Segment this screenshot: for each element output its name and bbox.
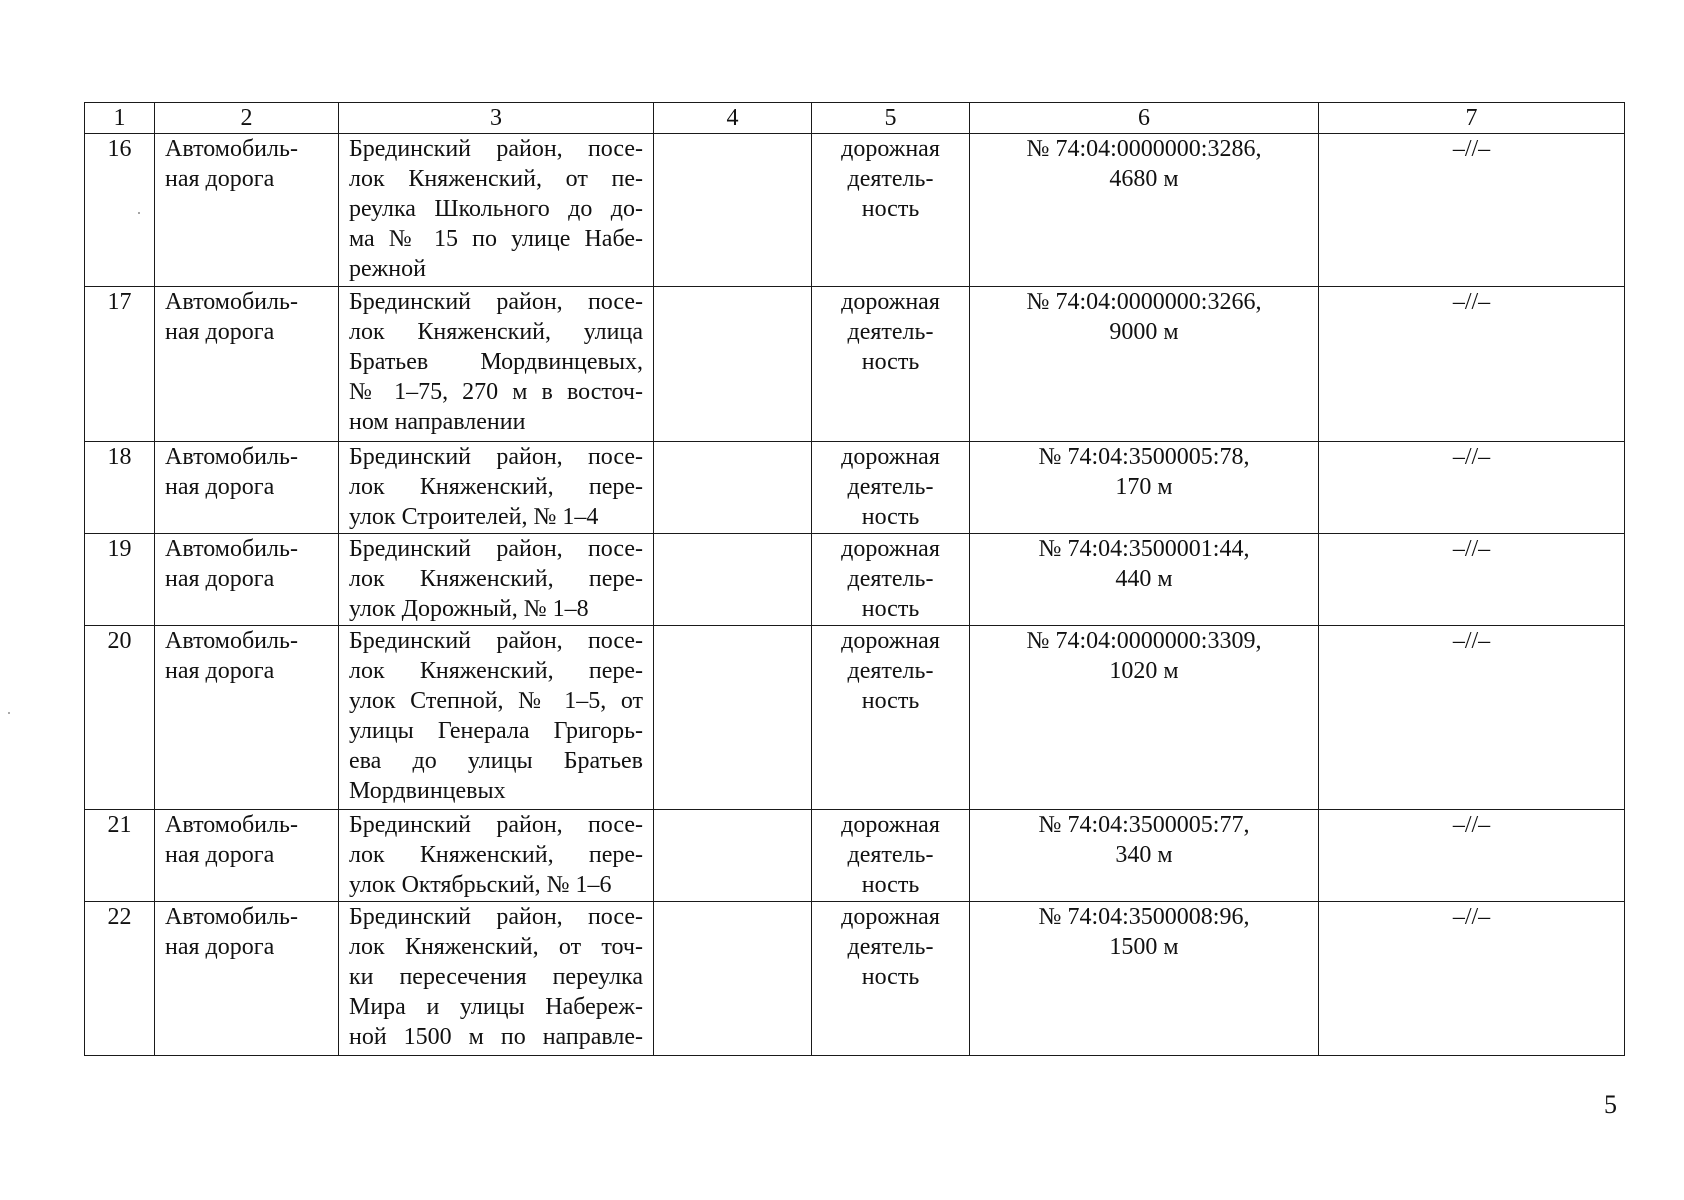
address-line: Брединский район, посе- bbox=[349, 444, 643, 470]
column-4-cell bbox=[654, 534, 812, 626]
address-line: ма № 15 по улице Набе- bbox=[349, 226, 643, 252]
activity-line: ность bbox=[861, 964, 920, 990]
object-name-line: ная дорога bbox=[165, 319, 275, 345]
column-4-cell bbox=[654, 626, 812, 810]
address-line: Брединский район, посе- bbox=[349, 812, 643, 838]
road-length: 1020 м bbox=[1109, 658, 1179, 684]
cadastral-cell bbox=[970, 134, 1319, 287]
activity-line: деятель- bbox=[847, 934, 934, 960]
address-line: лок Княженский, улица bbox=[349, 319, 643, 345]
activity-cell bbox=[812, 626, 970, 810]
address-line: Мира и улицы Набереж- bbox=[349, 994, 643, 1020]
activity-cell bbox=[812, 902, 970, 1056]
row-number: 20 bbox=[85, 626, 155, 810]
cadastral-number: № 74:04:3500005:78, bbox=[1038, 444, 1250, 470]
object-name-cell bbox=[155, 287, 339, 442]
note-cell: –//– bbox=[1319, 134, 1625, 287]
object-name-cell bbox=[155, 134, 339, 287]
object-name-line: ная дорога bbox=[165, 934, 275, 960]
object-name-line: Автомобиль- bbox=[165, 812, 298, 838]
cadastral-cell bbox=[970, 534, 1319, 626]
address-line: Брединский район, посе- bbox=[349, 904, 643, 930]
activity-line: дорожная bbox=[841, 628, 940, 654]
object-name-line: Автомобиль- bbox=[165, 136, 298, 162]
address-line: Брединский район, посе- bbox=[349, 628, 643, 654]
cadastral-cell bbox=[970, 442, 1319, 534]
address-line: Брединский район, посе- bbox=[349, 289, 643, 315]
activity-line: деятель- bbox=[847, 474, 934, 500]
table-row bbox=[85, 287, 1625, 442]
object-name-cell bbox=[155, 442, 339, 534]
road-length: 170 м bbox=[1115, 474, 1173, 500]
address-line: лок Княженский, пере- bbox=[349, 566, 643, 592]
address-cell bbox=[339, 134, 654, 287]
address-line: ной 1500 м по направле- bbox=[349, 1024, 643, 1050]
table-row bbox=[85, 902, 1625, 1056]
address-line: реулка Школьного до до- bbox=[349, 196, 643, 222]
row-number: 18 bbox=[85, 442, 155, 534]
address-line: Брединский район, посе- bbox=[349, 536, 643, 562]
activity-cell bbox=[812, 534, 970, 626]
column-4-cell bbox=[654, 287, 812, 442]
object-name-cell bbox=[155, 534, 339, 626]
table-row bbox=[85, 810, 1625, 902]
activity-line: дорожная bbox=[841, 289, 940, 315]
column-header-3: 3 bbox=[339, 103, 654, 134]
address-line: ева до улицы Братьев bbox=[349, 748, 643, 774]
table-row bbox=[85, 442, 1625, 534]
activity-cell bbox=[812, 442, 970, 534]
row-number: 16 bbox=[85, 134, 155, 287]
note-cell: –//– bbox=[1319, 534, 1625, 626]
address-cell bbox=[339, 626, 654, 810]
address-line: лок Княженский, от пе- bbox=[349, 166, 643, 192]
row-number: 21 bbox=[85, 810, 155, 902]
cadastral-cell bbox=[970, 287, 1319, 442]
address-cell bbox=[339, 442, 654, 534]
address-line: ки пересечения переулка bbox=[349, 964, 643, 990]
column-header-6: 6 bbox=[970, 103, 1319, 134]
cadastral-cell bbox=[970, 626, 1319, 810]
activity-cell bbox=[812, 134, 970, 287]
column-4-cell bbox=[654, 902, 812, 1056]
activity-line: ность bbox=[861, 349, 920, 375]
cadastral-number: № 74:04:3500001:44, bbox=[1038, 536, 1250, 562]
object-name-line: ная дорога bbox=[165, 566, 275, 592]
column-4-cell bbox=[654, 442, 812, 534]
column-header-4: 4 bbox=[654, 103, 812, 134]
row-number: 19 bbox=[85, 534, 155, 626]
object-name-line: ная дорога bbox=[165, 842, 275, 868]
activity-line: дорожная bbox=[841, 444, 940, 470]
object-name-line: Автомобиль- bbox=[165, 289, 298, 315]
address-line: улок Дорожный, № 1–8 bbox=[349, 596, 589, 622]
activity-line: деятель- bbox=[847, 658, 934, 684]
object-name-cell bbox=[155, 810, 339, 902]
address-line: № 1–75, 270 м в восточ- bbox=[349, 379, 643, 405]
cadastral-number: № 74:04:0000000:3309, bbox=[1026, 628, 1262, 654]
road-length: 9000 м bbox=[1109, 319, 1179, 345]
note-cell: –//– bbox=[1319, 442, 1625, 534]
column-header-2: 2 bbox=[155, 103, 339, 134]
table-row bbox=[85, 626, 1625, 810]
object-name-line: ная дорога bbox=[165, 166, 275, 192]
object-name-line: Автомобиль- bbox=[165, 628, 298, 654]
address-line: лок Княженский, пере- bbox=[349, 842, 643, 868]
address-line: ном направлении bbox=[349, 409, 526, 435]
registry-table bbox=[84, 102, 1625, 1056]
note-cell: –//– bbox=[1319, 626, 1625, 810]
object-name-cell bbox=[155, 902, 339, 1056]
row-number: 22 bbox=[85, 902, 155, 1056]
scan-speck bbox=[8, 712, 10, 714]
row-number: 17 bbox=[85, 287, 155, 442]
cadastral-cell bbox=[970, 902, 1319, 1056]
column-header-7: 7 bbox=[1319, 103, 1625, 134]
address-line: лок Княженский, от точ- bbox=[349, 934, 643, 960]
address-line: улок Октябрьский, № 1–6 bbox=[349, 872, 612, 898]
activity-line: дорожная bbox=[841, 136, 940, 162]
address-line: улок Строителей, № 1–4 bbox=[349, 504, 599, 530]
scan-speck bbox=[138, 212, 140, 214]
cadastral-cell bbox=[970, 810, 1319, 902]
object-name-cell bbox=[155, 626, 339, 810]
object-name-line: Автомобиль- bbox=[165, 444, 298, 470]
activity-line: деятель- bbox=[847, 166, 934, 192]
note-cell: –//– bbox=[1319, 287, 1625, 442]
cadastral-number: № 74:04:3500008:96, bbox=[1038, 904, 1250, 930]
activity-line: дорожная bbox=[841, 812, 940, 838]
activity-line: ность bbox=[861, 196, 920, 222]
object-name-line: Автомобиль- bbox=[165, 536, 298, 562]
cadastral-number: № 74:04:0000000:3266, bbox=[1026, 289, 1262, 315]
address-line: улицы Генерала Григорь- bbox=[349, 718, 643, 744]
road-length: 1500 м bbox=[1109, 934, 1179, 960]
road-length: 440 м bbox=[1115, 566, 1173, 592]
address-line: улок Степной, № 1–5, от bbox=[349, 688, 643, 714]
activity-line: ность bbox=[861, 872, 920, 898]
activity-cell bbox=[812, 810, 970, 902]
object-name-line: Автомобиль- bbox=[165, 904, 298, 930]
activity-line: деятель- bbox=[847, 842, 934, 868]
activity-line: дорожная bbox=[841, 904, 940, 930]
address-line: Мордвинцевых bbox=[349, 778, 506, 804]
address-line: лок Княженский, пере- bbox=[349, 474, 643, 500]
activity-line: ность bbox=[861, 596, 920, 622]
column-header-5: 5 bbox=[812, 103, 970, 134]
column-header-1: 1 bbox=[85, 103, 155, 134]
address-cell bbox=[339, 810, 654, 902]
road-length: 340 м bbox=[1115, 842, 1173, 868]
note-cell: –//– bbox=[1319, 902, 1625, 1056]
column-4-cell bbox=[654, 134, 812, 287]
table-row bbox=[85, 134, 1625, 287]
address-line: режной bbox=[349, 256, 426, 282]
object-name-line: ная дорога bbox=[165, 474, 275, 500]
table-row bbox=[85, 534, 1625, 626]
header-row bbox=[85, 103, 1625, 134]
address-cell bbox=[339, 287, 654, 442]
table-body bbox=[85, 134, 1625, 1056]
note-cell: –//– bbox=[1319, 810, 1625, 902]
column-4-cell bbox=[654, 810, 812, 902]
page-number: 5 bbox=[1604, 1090, 1617, 1119]
activity-line: деятель- bbox=[847, 319, 934, 345]
address-cell bbox=[339, 902, 654, 1056]
activity-line: деятель- bbox=[847, 566, 934, 592]
address-cell bbox=[339, 534, 654, 626]
cadastral-number: № 74:04:0000000:3286, bbox=[1026, 136, 1262, 162]
activity-line: ность bbox=[861, 504, 920, 530]
address-line: Брединский район, посе- bbox=[349, 136, 643, 162]
activity-line: дорожная bbox=[841, 536, 940, 562]
activity-line: ность bbox=[861, 688, 920, 714]
cadastral-number: № 74:04:3500005:77, bbox=[1038, 812, 1250, 838]
object-name-line: ная дорога bbox=[165, 658, 275, 684]
address-line: лок Княженский, пере- bbox=[349, 658, 643, 684]
activity-cell bbox=[812, 287, 970, 442]
address-line: Братьев Мордвинцевых, bbox=[349, 349, 643, 375]
road-length: 4680 м bbox=[1109, 166, 1179, 192]
